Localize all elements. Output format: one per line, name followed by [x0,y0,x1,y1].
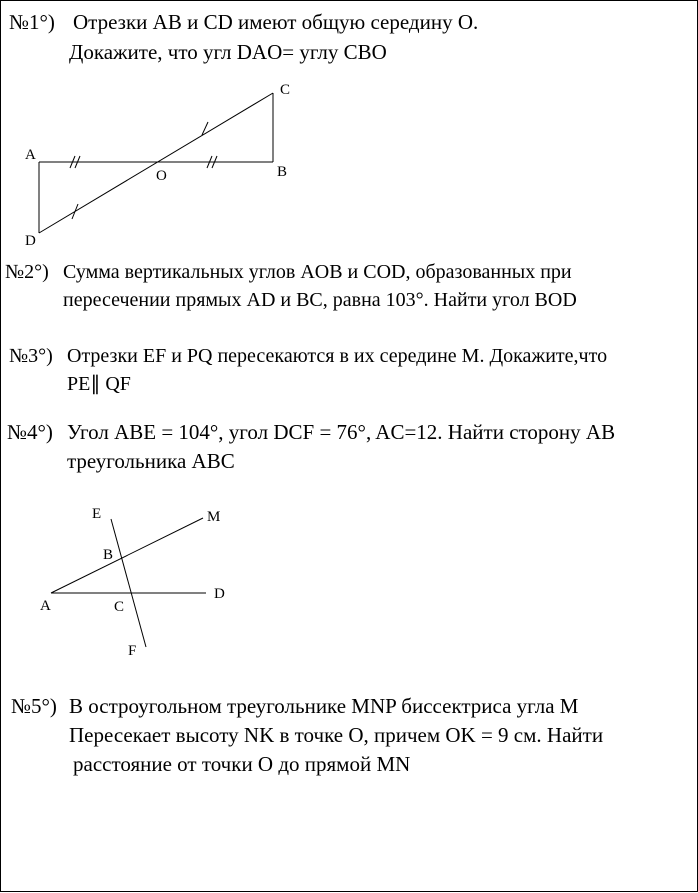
problem-1-line-2: Докажите, что угл DAO= углу CBO [69,40,387,64]
problem-3-number: №3°) [9,345,53,367]
problem-4-line-2: треугольника ABC [67,449,235,473]
problem-2-number: №2°) [5,261,49,283]
problem-4-line-1: Угол ABE = 104°, угол DCF = 76°, AC=12. Найти сторону AB [67,420,616,444]
label-m: M [207,509,221,525]
line-ef [111,519,146,647]
label-e: E [92,506,102,522]
problem-3-line-1: Отрезки EF и PQ пересекаются в их середине M. Докажите,что [67,345,608,367]
problem-1-line-1: Отрезки AB и CD имеют общую середину O. [73,10,479,34]
problem-4-number: №4°) [7,420,53,444]
label-d: D [214,586,225,602]
problem-1-number: №1°) [9,10,55,34]
problem-2-line-1: Сумма вертикальных углов AOB и COD, образованных при [63,261,572,283]
label-c: C [280,82,291,98]
label-b: B [103,547,114,563]
label-f: F [128,643,137,659]
problem-5-line-3: расстояние от точки O до прямой MN [73,752,411,776]
label-a: A [40,598,51,614]
label-b: B [277,164,288,180]
label-a: A [25,147,36,163]
problem-3-line-2: PE∥ QF [67,373,131,395]
label-c: C [114,599,125,615]
problem-5-line-1: В остроугольном треугольнике MNP биссектриса угла M [69,694,579,718]
problem-5-number: №5°) [11,694,57,718]
label-o: O [156,168,167,184]
problem-5-line-2: Пересекает высоту NK в точке O, причем OK = 9 см. Найти [69,723,604,747]
label-d: D [25,233,36,249]
problem-2-line-2: пересечении прямых AD и BC, равна 103°. Найти угол BOD [63,289,577,311]
line-am [51,518,203,593]
